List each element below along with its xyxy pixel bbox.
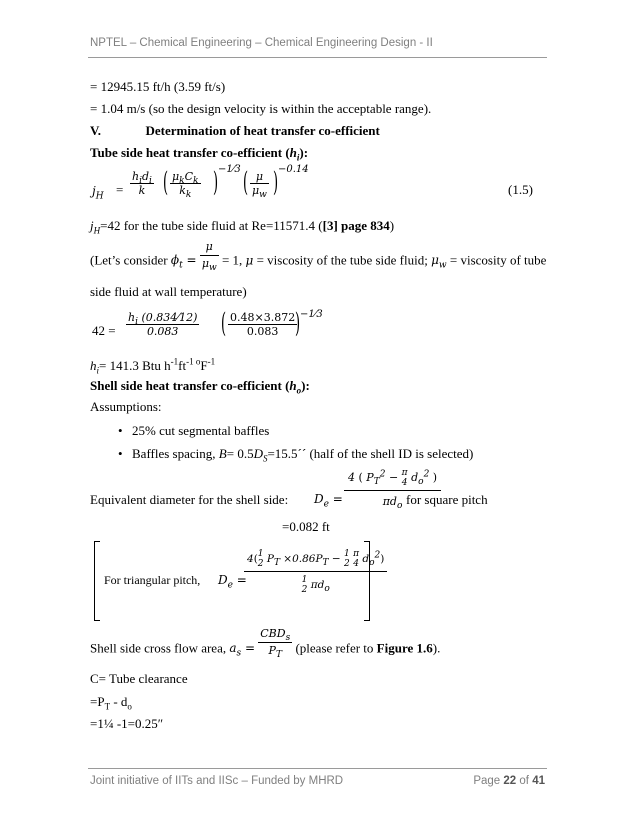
equivalent-diameter-value: =0.082 ft (282, 519, 330, 534)
jh-value-line: $j_H=42$ for the tube side fluid at Re=11571.4 ([3] page 834) (90, 218, 395, 236)
page-header: NPTEL – Chemical Engineering – Chemical Engineering Design - II (90, 37, 433, 49)
equivalent-diameter-label: Equivalent diameter for the shell side: (90, 492, 289, 507)
bullet-baffle-spacing: Baffles spacing, $B= 0.5D_S=15.5´´$ (half of the shell ID is selected) (132, 446, 474, 464)
side-fluid-line: side fluid at wall temperature) (90, 284, 247, 299)
footer-rule (88, 768, 547, 769)
velocity-line-m: = 1.04 m/s (so the design velocity is within the acceptable range). (90, 101, 432, 116)
section-heading (90, 123, 380, 139)
header-rule (88, 57, 547, 58)
hi-result-line: $h_i= 141.3$ Btu $h^{-1}ft^{-1 o}F^{-1}$ (90, 356, 216, 376)
equation-jh: $j_H$ = $\frac{h_id_i}{k}$ ( $\frac{\mu_kC_k}{k_k}$ ) −1⁄3 ( $\frac{\mu}{\mu_w}$ ) −0.14 (92, 164, 309, 202)
bullet-icon: • (118, 446, 123, 461)
page-number: Page 22 of 41 (473, 775, 545, 787)
clearance-value: =1¼ -1=0.25″ (90, 716, 164, 731)
triangular-pitch-equation: For triangular pitch, $D_e$ = 4(1 2 $P_T \times 0.86P_T - 1$ 2 π 4 $d_o^2$) 1 2 $\pi d_o$ (94, 541, 370, 619)
bullet-baffles-cut: 25% cut segmental baffles (132, 423, 270, 438)
footer-credit: Joint initiative of IITs and IISc – Funded by MHRD (90, 775, 344, 787)
tube-side-heading: Tube side heat transfer co-efficient $(h_i)$: (90, 145, 309, 163)
lets-consider-line: (Let’s consider $\phi_t$ = $\frac{\mu}{\mu_w}$ = 1, μ = viscosity of the tube side fluid; $\mu_w$ = viscosity of tube (90, 240, 547, 274)
clearance-equation: $=P_T - d_o$ (90, 694, 132, 712)
shell-side-heading: Shell side heat transfer co-efficient $(h_o)$: (90, 378, 310, 396)
equation-number: (1.5) (508, 182, 533, 197)
assumptions-label: Assumptions: (90, 399, 162, 414)
section-number: V. (90, 123, 101, 138)
velocity-line-ft: = 12945.15 ft/h (3.59 ft/s) (90, 79, 226, 94)
clearance-definition: C= Tube clearance (90, 671, 188, 686)
section-title: Determination of heat transfer co-efficient (145, 123, 380, 138)
square-pitch-label: for square pitch (406, 492, 488, 507)
triangular-pitch-label: For triangular pitch, (104, 573, 201, 587)
bullet-icon: • (118, 423, 123, 438)
equation-de-square: $D_e$ = 4 ( $P_T^2 - \pi$ 4 $d_o^2$ ) $\pi d_o$ (314, 462, 414, 522)
equation-42: 42 = $\frac{h_i (0.834⁄12)}{0.083}$ ( $\frac{0.48\times 3.872}{0.083}$ ) −1⁄3 (92, 308, 323, 341)
cross-flow-line: Shell side cross flow area, $a_s$ = $\frac{CBD_s}{P_T}$ (please refer to Figure 1.6). (90, 627, 441, 661)
